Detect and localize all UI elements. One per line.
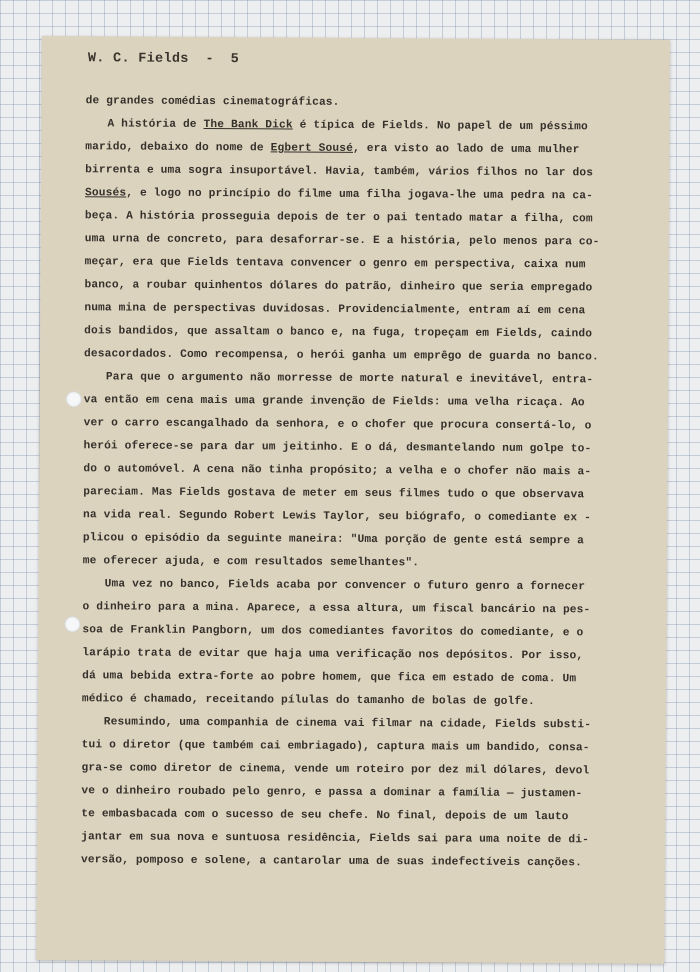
text-line: me oferecer ajuda, e com resultados semelhantes". bbox=[82, 555, 420, 570]
text-line: herói oferece-se para dar um jeitinho. E o dá, desmantelando num golpe to- bbox=[83, 440, 592, 456]
text-line: do o automóvel. A cena não tinha propósito; a velha e o chofer não mais a- bbox=[83, 463, 592, 479]
text-line: larápio trata de evitar que haja uma verificação nos depósitos. Por isso, bbox=[82, 647, 584, 663]
typed-page bbox=[36, 36, 670, 964]
text-line: de grandes comédias cinematográficas. bbox=[85, 95, 340, 109]
text-line: birrenta e uma sogra insuportável. Havia, também, vários filhos no lar dos bbox=[85, 164, 594, 180]
film-title-the-bank-dick: The Bank Dick bbox=[203, 118, 293, 132]
text-line: Uma vez no banco, Fields acaba por convencer o futuro genro a fornecer bbox=[104, 578, 586, 594]
text-line: Para que o argumento não morresse de morte natural e inevitável, entra- bbox=[105, 371, 594, 387]
text-line: meçar, era que Fields tentava convencer o genro em perspectiva, caixa num bbox=[84, 256, 586, 272]
text-line: ve o dinheiro roubado pelo genro, e passa a dominar a família — justamen- bbox=[81, 785, 583, 801]
text-line: A história de The Bank Dick é típica de Fields. No papel de um péssimo bbox=[107, 118, 588, 134]
character-name-egbert-souse: Egbert Sousé bbox=[270, 142, 354, 155]
text-line: numa mina de perspectivas duvidosas. Providencialmente, entram aí em cena bbox=[84, 302, 586, 318]
page-header: W. C. Fields - 5 bbox=[87, 51, 240, 68]
text-line: jantar em sua nova e suntuosa residência, Fields sai para uma noite de di- bbox=[81, 831, 590, 847]
typed-text-body bbox=[42, 94, 670, 870]
text-line: dá uma bebida extra-forte ao pobre homem, que fica em estado de coma. Um bbox=[82, 670, 577, 686]
text-line: o dinheiro para a mina. Aparece, a essa altura, um fiscal bancário na pes- bbox=[82, 601, 591, 617]
text-line: soa de Franklin Pangborn, um dos comediantes favoritos do comediante, e o bbox=[82, 624, 584, 640]
punch-hole-bottom bbox=[64, 616, 80, 632]
text-line: te embasbacada com o sucesso de seu chefe. No final, depois de um lauto bbox=[81, 808, 569, 824]
text-line: marido, debaixo do nome de Egbert Sousé, era visto ao lado de uma mulher bbox=[85, 141, 580, 157]
text-line: desacordados. Como recompensa, o herói ganha um emprêgo de guarda no banco. bbox=[84, 348, 599, 364]
text-line: dois bandidos, que assaltam o banco e, na fuga, tropeçam em Fields, caindo bbox=[84, 325, 593, 341]
text-line: na vida real. Segundo Robert Lewis Taylor, seu biógrafo, o comediante ex - bbox=[83, 509, 592, 525]
text-line: Sousés, e logo no princípio do filme uma filha jogava-lhe uma pedra na ca- bbox=[85, 187, 593, 203]
text-line: banco, a roubar quinhentos dólares do patrão, dinheiro que seria empregado bbox=[84, 279, 593, 295]
text-line: va então em cena mais uma grande invenção de Fields: uma velha ricaça. Ao bbox=[83, 394, 585, 410]
text-line: gra-se como diretor de cinema, vende um roteiro por dez mil dólares, devol bbox=[81, 762, 590, 778]
text-line: uma urna de concreto, para desaforrar-se. E a história, pelo menos para co- bbox=[84, 233, 600, 249]
text-line: versão, pomposo e solene, a cantarolar uma de suas indefectíveis canções. bbox=[80, 854, 583, 870]
text-line: ver o carro escangalhado da senhora, e o chofer que procura consertá-lo, o bbox=[83, 417, 592, 433]
text-line: beça. A história prosseguia depois de ter o pai tentado matar a filha, com bbox=[84, 210, 593, 226]
text-line: pareciam. Mas Fields gostava de meter em seus filmes tudo o que observava bbox=[83, 486, 585, 502]
text-line: tui o diretor (que também cai embriagado), captura mais um bandido, consa- bbox=[81, 739, 590, 755]
family-name-souses: Sousés bbox=[85, 187, 127, 200]
punch-hole-top bbox=[66, 391, 82, 407]
text-line: Resumindo, uma companhia de cinema vai filmar na cidade, Fields substi- bbox=[103, 716, 592, 732]
text-line: médico é chamado, receitando pílulas do tamanho de bolas de golfe. bbox=[81, 693, 535, 709]
text-line: plicou o episódio da seguinte maneira: "Uma porção de gente está sempre a bbox=[82, 532, 585, 548]
